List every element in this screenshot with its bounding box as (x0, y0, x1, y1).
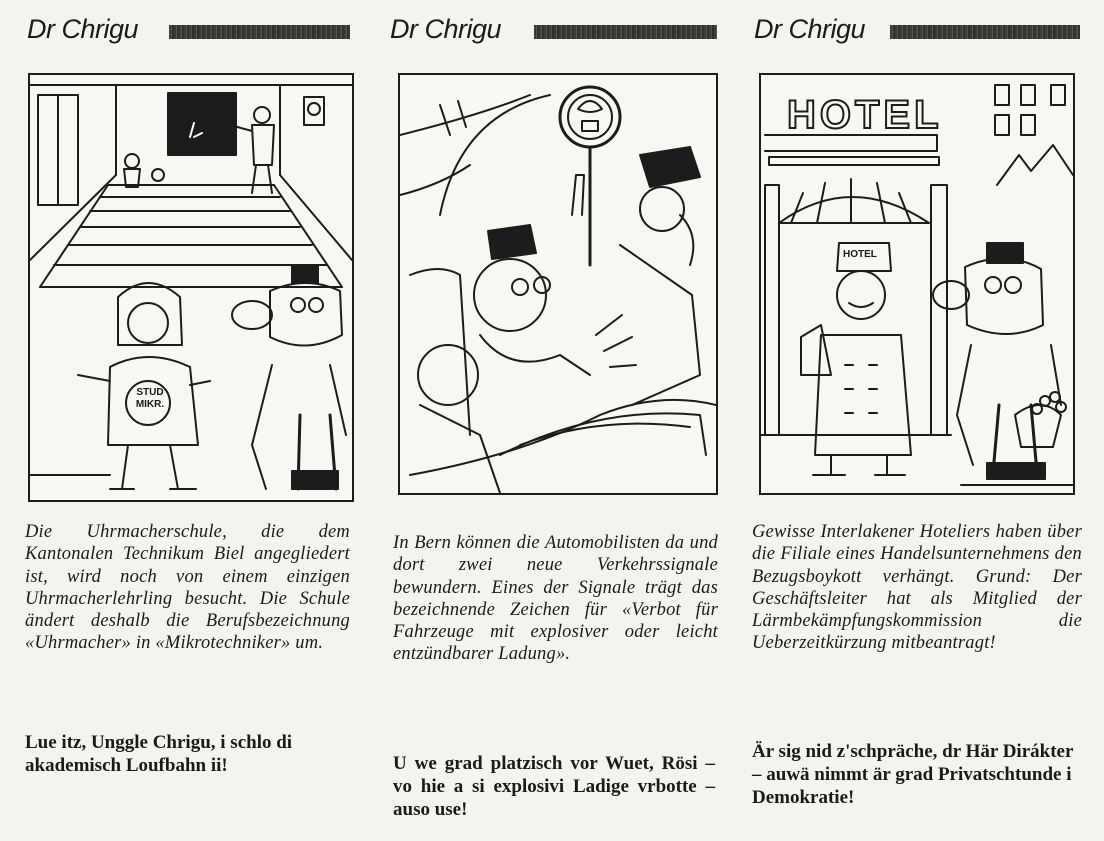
title-bar (890, 25, 1080, 39)
comic-caption: In Bern können die Automobilisten da und dort zwei neue Verkehrssignale bewundern. Eines der Signale trägt das bezeichnende Zeichen für «Verbot für Fahrzeuge mit explosiver oder leicht entzündbarer Ladung». (393, 533, 718, 665)
comic-dialogue: Är sig nid z'schpräche, dr Här Dirákter – auwä nimmt är grad Privatschtunde i Demokratie! (752, 741, 1074, 808)
porter-cap-badge: HOTEL (843, 249, 877, 260)
comic-dialogue: U we grad platzisch vor Wuet, Rösi – vo hie a si explosivi Ladige vrbotte – auso use! (393, 753, 715, 820)
comic-title: Dr Chrigu (754, 14, 866, 44)
title-bar (534, 25, 717, 39)
title-bar (169, 25, 350, 39)
shirt-label: STUD MIKR. (135, 387, 165, 410)
comic-title: Dr Chrigu (27, 14, 139, 44)
comic-illustration-traffic-sign (398, 73, 718, 495)
comic-strip-2 (388, 0, 728, 841)
comic-strip-1 (25, 0, 365, 841)
comic-caption: Die Uhrmacherschule, die dem Kantonalen Technikum Biel angegliedert ist, wird noch von einem einzigen Uhrmacherlehrling besucht. Die Schule ändert deshalb die Berufsbezeichnung «Uhrmacher» in «Mikrotechniker» um. (25, 522, 350, 654)
hotel-sign: HOTEL (787, 93, 943, 137)
comic-strip-3 (752, 0, 1092, 841)
comic-header (25, 14, 360, 50)
comic-header (388, 14, 723, 50)
comic-illustration-watchmaker-school (28, 73, 354, 502)
comic-caption: Gewisse Interlakener Hoteliers haben über die Filiale eines Handelsunternehmens den Bezugsboykott verhängt. Grund: Der Geschäftsleiter hat als Mitglied der Lärmbekämpfungskommission die Ueberzeitkürzung mitbeantragt! (752, 522, 1082, 654)
comic-title: Dr Chrigu (390, 14, 502, 44)
comic-header (752, 14, 1087, 50)
comic-dialogue: Lue itz, Unggle Chrigu, i schlo di akademisch Loufbahn ii! (25, 732, 293, 776)
comic-illustration-hotel (759, 73, 1075, 495)
